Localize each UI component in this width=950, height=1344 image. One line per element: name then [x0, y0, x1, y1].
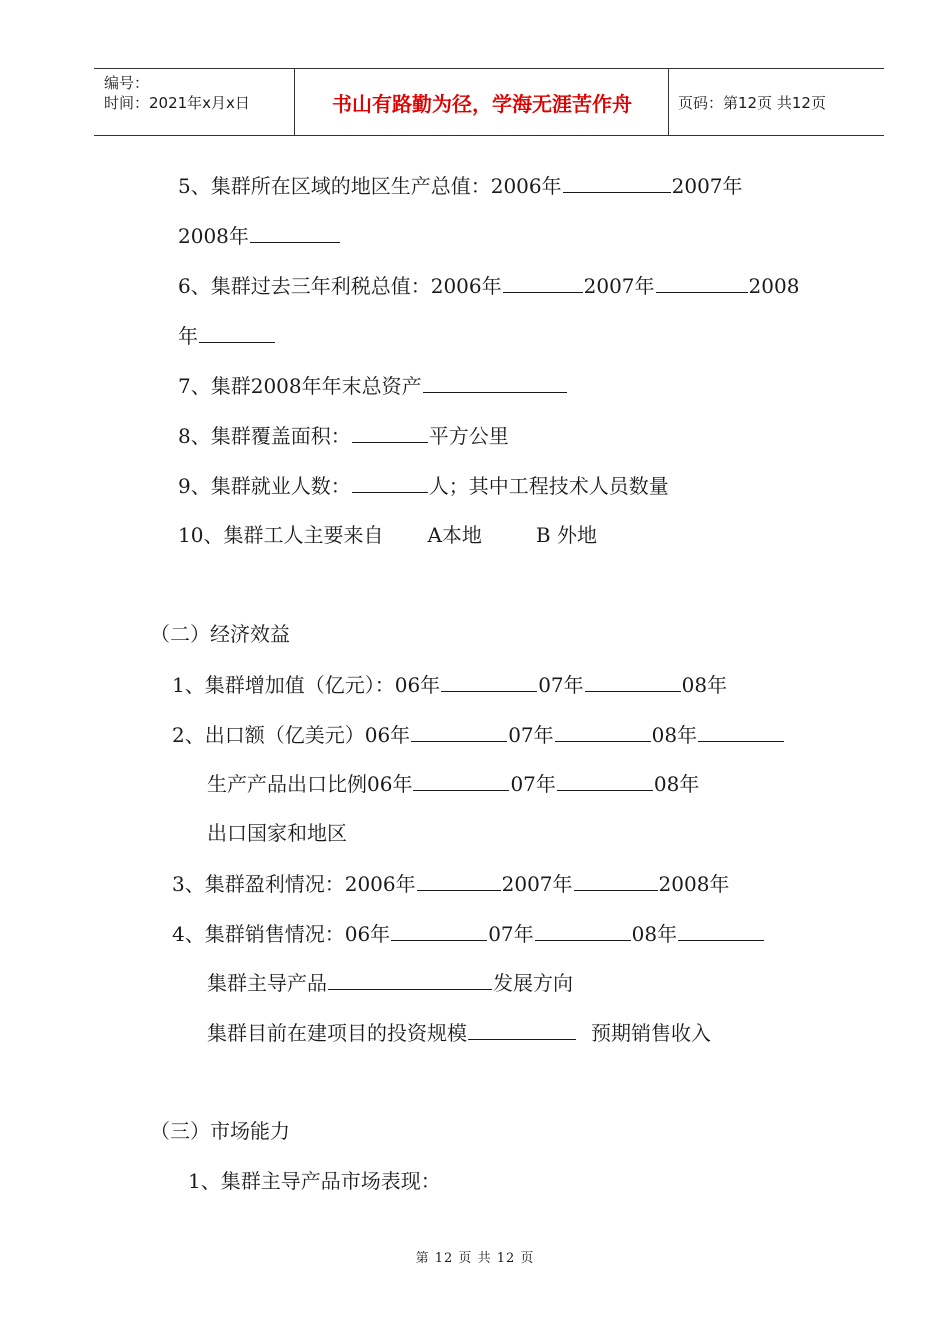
section-3-title: （三）市场能力 — [150, 1119, 290, 1143]
q5-label-2007: 2007年 — [671, 174, 743, 198]
page-header — [94, 68, 884, 136]
page-info: 页码：第12页 共12页 — [678, 93, 826, 112]
q8-label: 8、集群覆盖面积： — [178, 424, 351, 448]
e4s-label: 集群主导产品 — [207, 971, 327, 995]
e4s-direction: 发展方向 — [493, 971, 573, 995]
fill-blank[interactable] — [557, 770, 653, 791]
question-10 — [178, 522, 597, 548]
e3-label-2007: 2007年 — [501, 872, 573, 896]
q5-label: 5、集群所在区域的地区生产总值：2006年 — [178, 174, 562, 198]
question-7 — [178, 372, 568, 399]
fill-blank[interactable] — [328, 969, 492, 990]
q5-label-2008: 2008年 — [178, 224, 249, 248]
fill-blank[interactable] — [535, 920, 631, 941]
page-footer: 第 12 页 共 12 页 — [415, 1251, 535, 1266]
econ-item-4 — [172, 920, 765, 947]
econ-item-2 — [172, 721, 785, 748]
fill-blank[interactable] — [413, 770, 509, 791]
fill-blank[interactable] — [352, 472, 428, 493]
number-label: 编号： — [104, 74, 150, 92]
q6-label-2008: 2008 — [748, 274, 800, 298]
e4-label-07: 07年 — [488, 922, 534, 946]
fill-blank[interactable] — [391, 920, 487, 941]
header-divider — [294, 69, 295, 135]
e4t-label: 集群目前在建项目的投资规模 — [207, 1021, 467, 1045]
fill-blank[interactable] — [503, 272, 583, 293]
q9-label: 9、集群就业人数： — [178, 474, 351, 498]
header-meta — [104, 73, 250, 113]
econ-item-2-countries: 出口国家和地区 — [207, 821, 347, 845]
e2-label-07: 07年 — [508, 723, 554, 747]
econ-item-4-invest — [207, 1019, 711, 1046]
fill-blank[interactable] — [423, 372, 567, 393]
e1-label: 1、集群增加值（亿元）：06年 — [172, 673, 441, 697]
e3-label: 3、集群盈利情况：2006年 — [172, 872, 416, 896]
e4-label-08: 08年 — [631, 922, 678, 946]
e1-label-07: 07年 — [538, 673, 584, 697]
time-label: 时间：2021年x月x日 — [104, 94, 250, 112]
q8-unit: 平方公里 — [428, 424, 509, 448]
fill-blank[interactable] — [352, 422, 428, 443]
q10-label: 10、集群工人主要来自 — [178, 523, 384, 547]
econ-item-4-product — [207, 969, 573, 996]
fill-blank[interactable] — [411, 721, 507, 742]
question-9 — [178, 472, 669, 499]
e2-label: 2、出口额（亿美元）06年 — [172, 723, 411, 747]
e1-label-08: 08年 — [681, 673, 728, 697]
fill-blank[interactable] — [441, 671, 537, 692]
e3-label-2008: 2008年 — [658, 872, 730, 896]
option-b[interactable]: B 外地 — [535, 523, 597, 547]
e4t-revenue: 预期销售收入 — [591, 1021, 711, 1045]
q6-year-suffix: 年 — [178, 324, 198, 348]
fill-blank[interactable] — [678, 920, 764, 941]
fill-blank[interactable] — [555, 721, 651, 742]
fill-blank[interactable] — [563, 172, 671, 193]
fill-blank[interactable] — [468, 1019, 576, 1040]
question-5 — [178, 172, 743, 199]
fill-blank[interactable] — [574, 870, 658, 891]
fill-blank[interactable] — [250, 222, 340, 243]
fill-blank[interactable] — [585, 671, 681, 692]
market-item-1: 1、集群主导产品市场表现： — [188, 1169, 441, 1193]
question-5-cont — [178, 222, 341, 249]
e2s-label: 生产产品出口比例06年 — [207, 772, 413, 796]
econ-item-2-ratio — [207, 770, 699, 797]
header-divider — [668, 69, 669, 135]
q9-label-2: 人；其中工程技术人员数量 — [428, 474, 669, 498]
question-6 — [178, 272, 799, 299]
fill-blank[interactable] — [199, 322, 275, 343]
option-a[interactable]: A本地 — [427, 523, 482, 547]
e4-label: 4、集群销售情况：06年 — [172, 922, 391, 946]
question-6-cont — [178, 322, 276, 349]
fill-blank[interactable] — [417, 870, 501, 891]
e2s-label-07: 07年 — [510, 772, 556, 796]
e2s-label-08: 08年 — [653, 772, 700, 796]
question-8 — [178, 422, 509, 449]
section-2-title: （二）经济效益 — [150, 622, 290, 646]
fill-blank[interactable] — [698, 721, 784, 742]
q6-label-2007: 2007年 — [583, 274, 655, 298]
q7-label: 7、集群2008年年末总资产 — [178, 374, 422, 398]
q6-label: 6、集群过去三年利税总值：2006年 — [178, 274, 502, 298]
econ-item-1 — [172, 671, 727, 698]
header-motto: 书山有路勤为径，学海无涯苦作舟 — [332, 91, 632, 116]
e2-label-08: 08年 — [651, 723, 698, 747]
econ-item-3 — [172, 870, 729, 897]
fill-blank[interactable] — [656, 272, 748, 293]
